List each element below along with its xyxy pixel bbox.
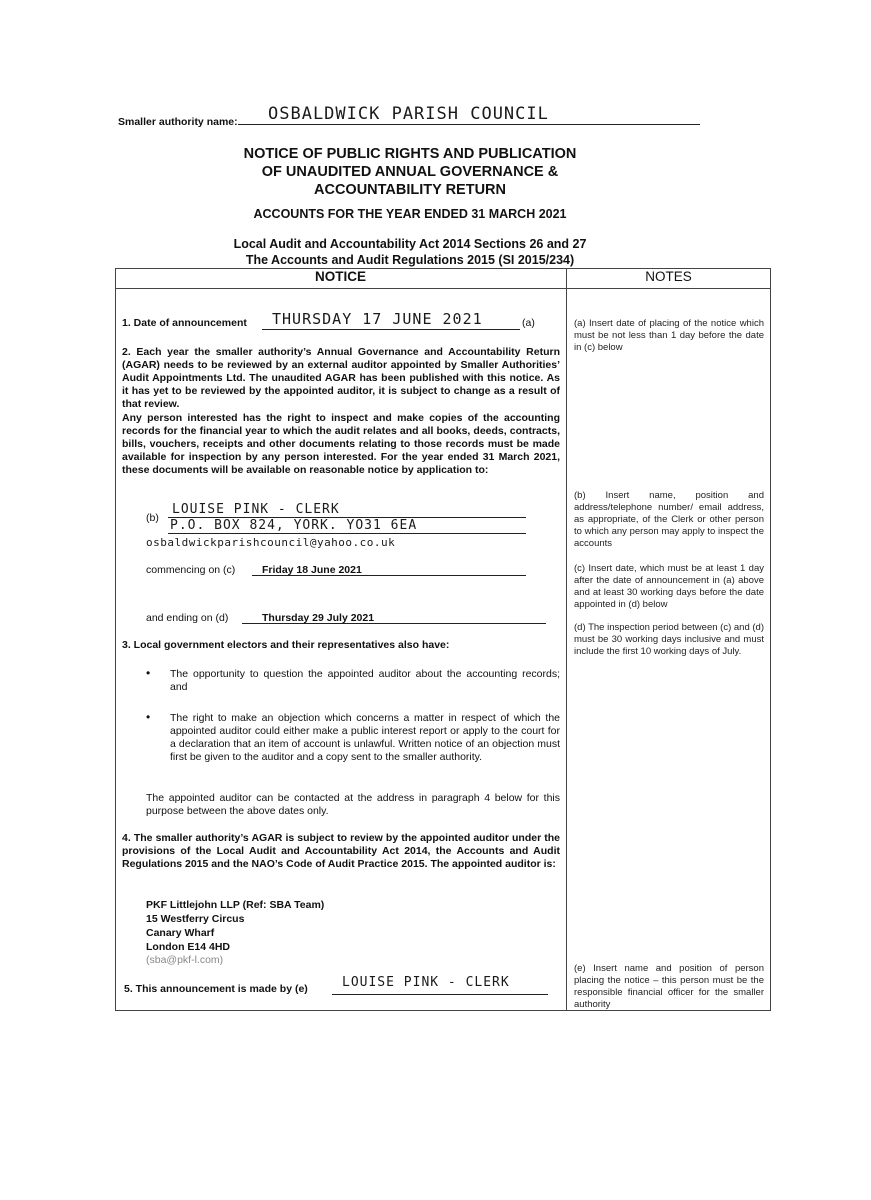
act-reference-2: The Accounts and Audit Regulations 2015 (SI 2015/234) — [245, 253, 575, 267]
announcement-made-by-value: LOUISE PINK - CLERK — [342, 975, 510, 990]
note-a: (a) Insert date of placing of the notice which must be not less than 1 day before the date in (c) below — [574, 318, 764, 353]
note-d: (d) The inspection period between (c) and (d) must be 30 working days inclusive and must include the first 10 working days of July. — [574, 622, 764, 657]
commencing-label: commencing on (c) — [146, 564, 236, 576]
header-divider — [115, 288, 771, 289]
commencing-date: Friday 18 June 2021 — [262, 564, 362, 576]
notes-column-header: NOTES — [645, 269, 692, 284]
auditor-address-line-3: London E14 4HD — [146, 941, 231, 953]
authority-name-line — [238, 124, 700, 125]
authority-name-value: OSBALDWICK PARISH COUNCIL — [268, 104, 549, 124]
announcement-made-by-label: 5. This announcement is made by (e) — [124, 983, 308, 995]
title-line-3: ACCOUNTABILITY RETURN — [314, 182, 506, 198]
announcement-made-by-line — [332, 994, 548, 995]
ending-label: and ending on (d) — [146, 612, 229, 624]
authority-name-label: Smaller authority name: — [118, 116, 238, 128]
contact-name: LOUISE PINK - CLERK — [172, 502, 340, 517]
agar-subject-to-review-paragraph: 4. The smaller authority’s AGAR is subject to review by the appointed auditor under the provisions of the Local Audit and Accountability Act 2014, the Accounts and Audit Regulations 2015 and the NAO’s Code of Audit Practice 2015. The appointed auditor is: — [122, 832, 560, 870]
contact-line-2-rule — [168, 533, 526, 534]
note-c: (c) Insert date, which must be at least 1 day after the date of announcement in (a) above and at least 30 working days before the date appointed in (d) below — [574, 563, 764, 610]
bullet-2-marker: • — [146, 710, 151, 724]
auditor-address-line-2: Canary Wharf — [146, 927, 215, 939]
column-divider — [566, 268, 567, 1011]
contact-address: P.O. BOX 824, YORK. YO31 6EA — [170, 518, 418, 533]
title-line-2: OF UNAUDITED ANNUAL GOVERNANCE & — [261, 164, 559, 180]
contact-ref-label: (b) — [146, 512, 159, 524]
inspection-rights-paragraph: Any person interested has the right to inspect and make copies of the accounting records for the financial year to which the audit relates and all books, deeds, contracts, bills, vouchers, receipts and other documents relating to those records must be made available for inspection by any person interested. For the year ended 31 March 2021, these documents will be available on reasonable notice by application to: — [122, 412, 560, 476]
agar-review-paragraph: 2. Each year the smaller authority’s Annual Governance and Accountability Return (AGAR) needs to be reviewed by an external auditor appointed by Smaller Authorities’ Audit Appointments Ltd. The unaudited AGAR has been published with this notice. As it has yet to be reviewed by the appointed auditor, it is subject to change as a result of that review. — [122, 346, 560, 410]
auditor-address-line-1: 15 Westferry Circus — [146, 913, 245, 925]
note-b: (b) Insert name, position and address/telephone number/ email address, as appropriate, of the Clerk or other person to which any person may apply to inspect the accounts — [574, 490, 764, 549]
notice-column-header: NOTICE — [314, 269, 366, 284]
contact-email: osbaldwickparishcouncil@yahoo.co.uk — [146, 536, 396, 549]
electors-rights-heading: 3. Local government electors and their representatives also have: — [122, 639, 450, 651]
bullet-1-marker: • — [146, 666, 151, 680]
title-line-1: NOTICE OF PUBLIC RIGHTS AND PUBLICATION — [243, 146, 577, 162]
date-of-announcement-value: THURSDAY 17 JUNE 2021 — [272, 310, 483, 328]
accounts-subtitle: ACCOUNTS FOR THE YEAR ENDED 31 MARCH 2021 — [253, 207, 567, 221]
note-e: (e) Insert name and position of person placing the notice – this person must be the responsible financial officer for the smaller authority — [574, 963, 764, 1010]
act-reference-1: Local Audit and Accountability Act 2014 Sections 26 and 27 — [233, 237, 587, 251]
date-of-announcement-label: 1. Date of announcement — [122, 317, 247, 329]
ending-date: Thursday 29 July 2021 — [262, 612, 375, 624]
question-auditor-bullet: The opportunity to question the appointed auditor about the accounting records; and — [170, 668, 560, 693]
auditor-email: (sba@pkf-l.com) — [146, 954, 224, 966]
date-of-announcement-ref: (a) — [522, 317, 535, 329]
auditor-contact-paragraph: The appointed auditor can be contacted at the address in paragraph 4 below for this purpose between the above dates only. — [146, 792, 560, 817]
objection-right-bullet: The right to make an objection which concerns a matter in respect of which the appointed auditor could either make a public interest report or apply to the court for a declaration that an item of account is unlawful. Written notice of an objection must first be given to the auditor and a copy sent to the smaller authority. — [170, 712, 560, 763]
auditor-name: PKF Littlejohn LLP (Ref: SBA Team) — [146, 899, 325, 911]
date-of-announcement-line — [262, 329, 520, 330]
